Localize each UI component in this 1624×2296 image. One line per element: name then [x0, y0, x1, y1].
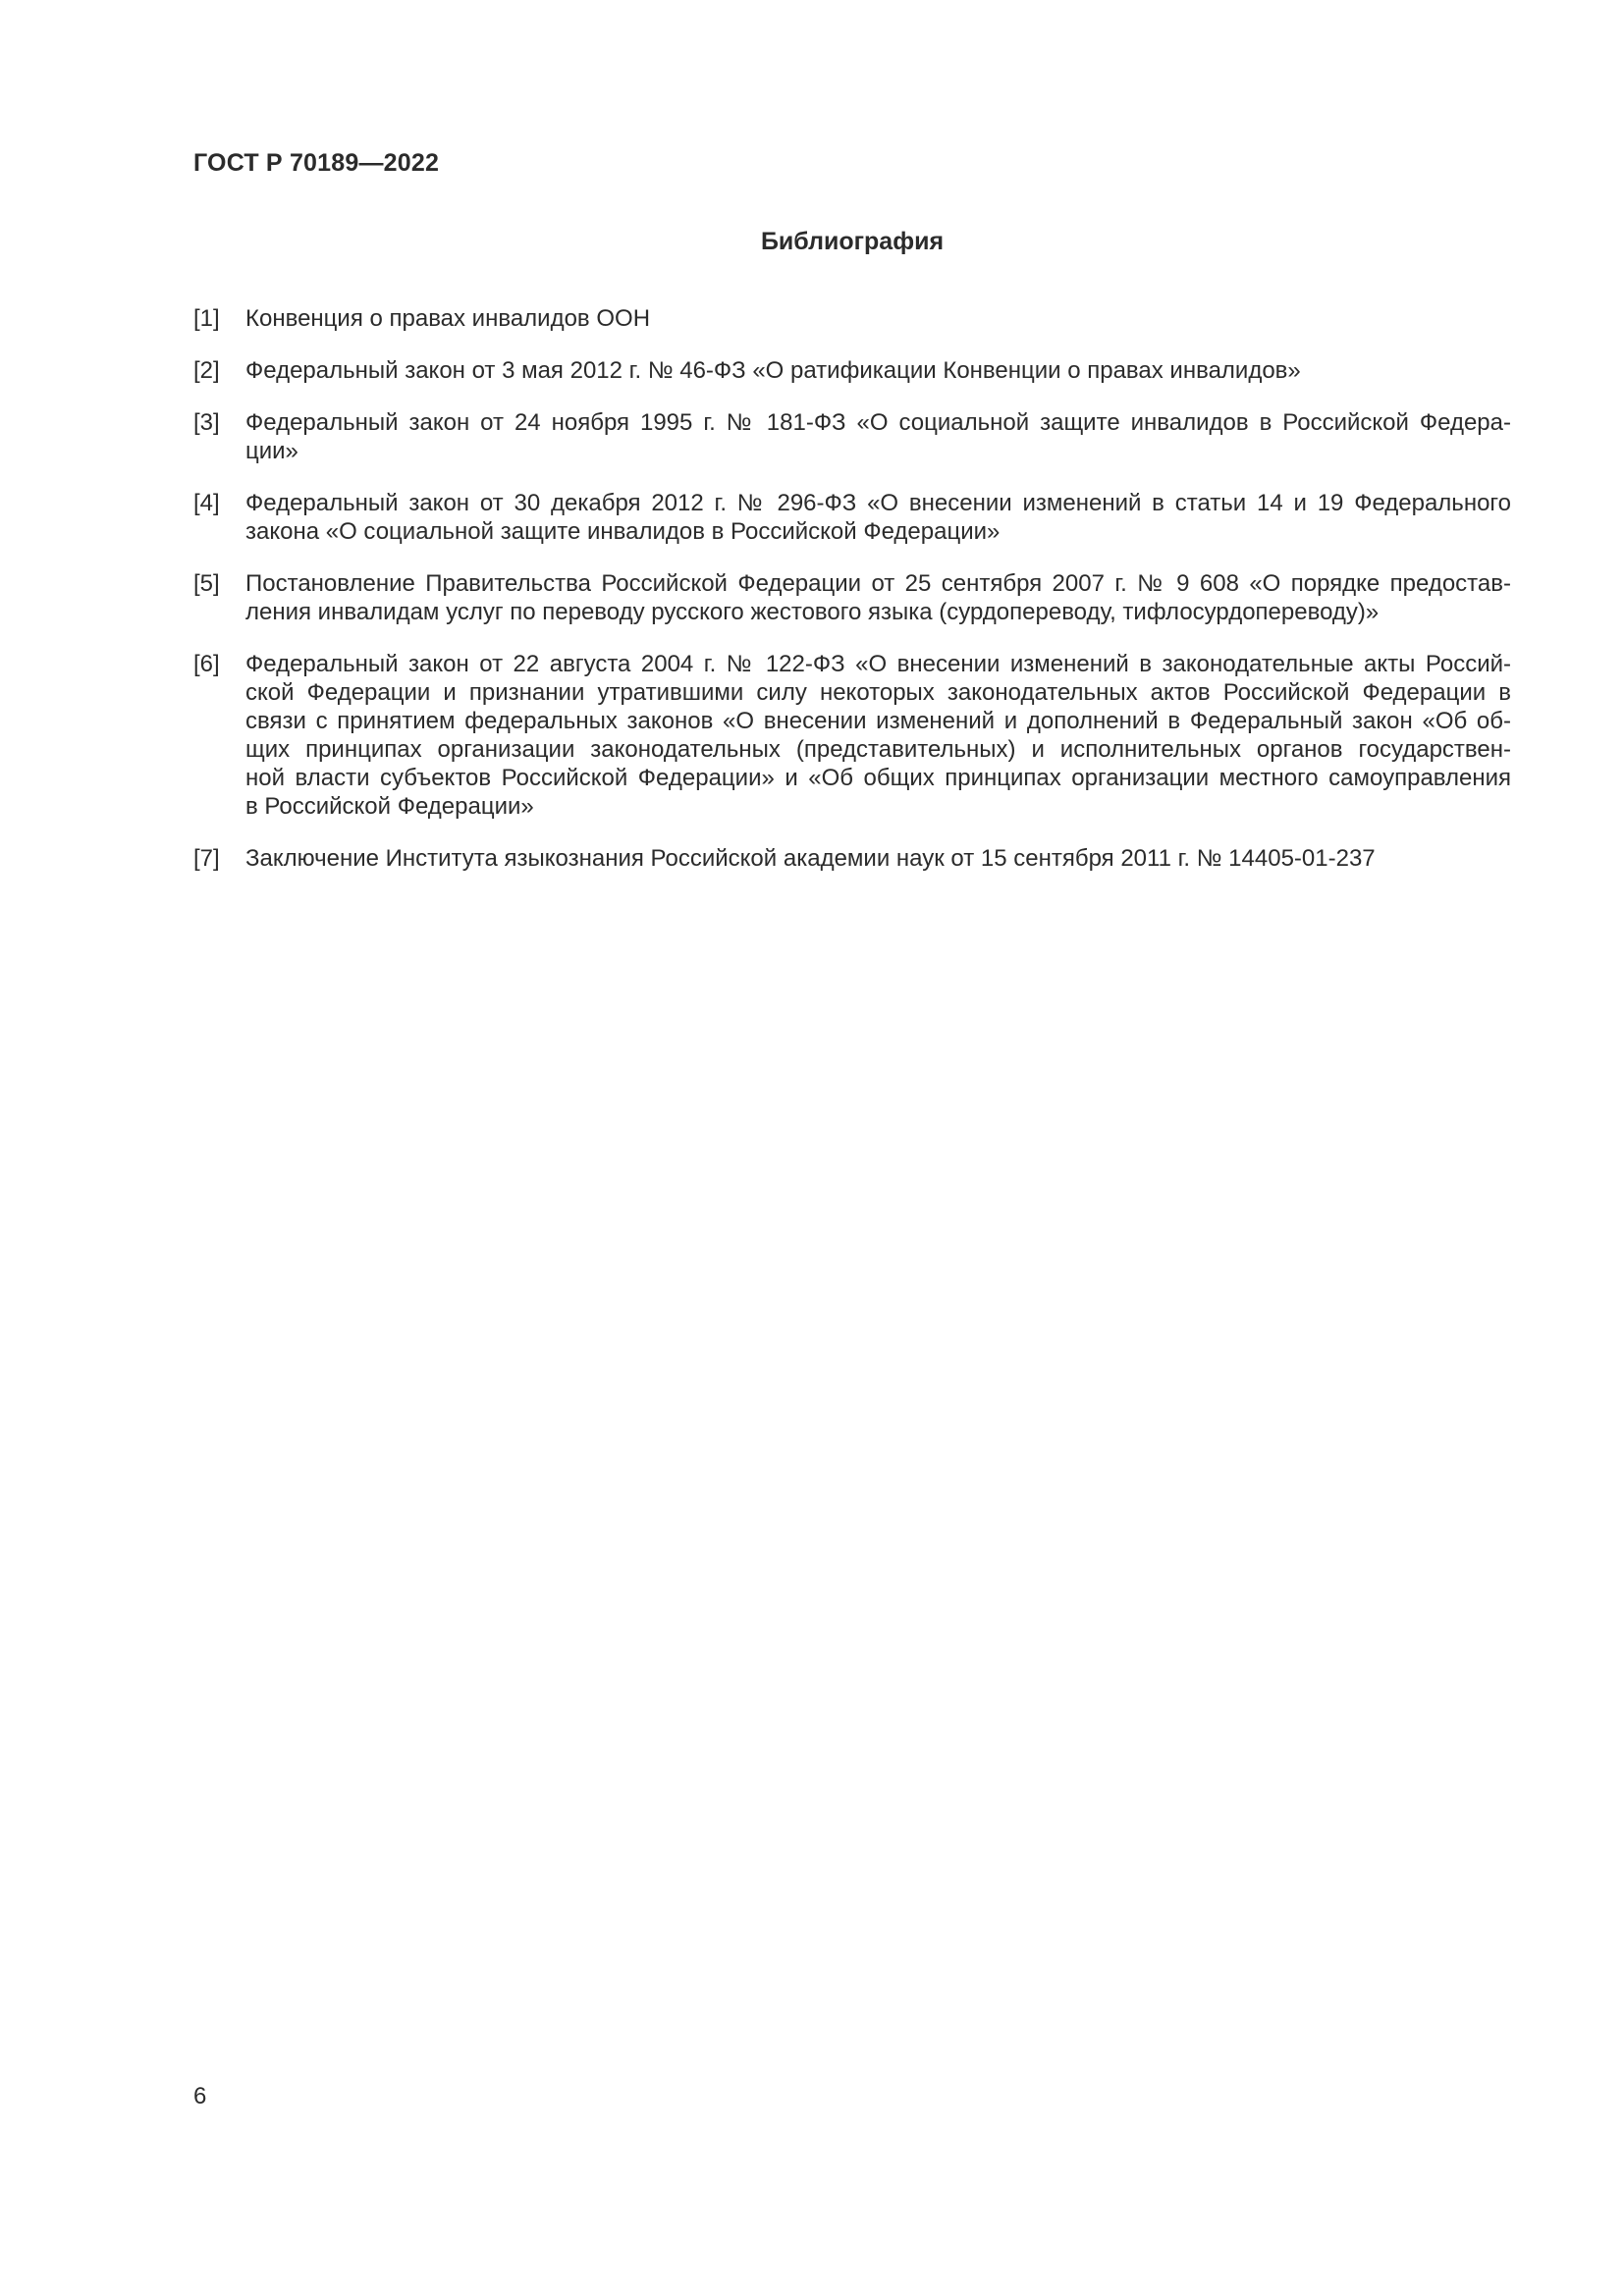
- bibliography-entry-line: Федеральный закон от 22 августа 2004 г. № 122-ФЗ «О внесении изменений в законодательные акты Россий-: [245, 651, 1511, 677]
- bibliography-entry-line: Федеральный закон от 3 мая 2012 г. № 46-ФЗ «О ратификации Конвенции о правах инвалидов»: [245, 357, 1301, 384]
- section-title: Библиография: [760, 228, 945, 255]
- bibliography-entry-line: в Российской Федерации»: [245, 793, 534, 820]
- bibliography-entry-text: [245, 408, 1511, 465]
- bibliography-entry-number: [6]: [193, 651, 220, 677]
- bibliography-entry-text: [245, 650, 1511, 821]
- bibliography-list: [193, 304, 1511, 896]
- bibliography-entry: [193, 650, 1511, 821]
- bibliography-entry: [193, 408, 1511, 465]
- bibliography-entry: [193, 304, 1511, 333]
- bibliography-entry-number: [4]: [193, 490, 220, 516]
- bibliography-entry: [193, 569, 1511, 626]
- bibliography-entry-text: [245, 304, 1511, 333]
- bibliography-entry-line: связи с принятием федеральных законов «О внесении изменений и дополнений в Федеральный закон «Об об-: [245, 708, 1511, 734]
- document-code: ГОСТ Р 70189—2022: [193, 149, 440, 177]
- bibliography-entry-line: Заключение Института языкознания Российской академии наук от 15 сентября 2011 г. № 14405-01-237: [245, 845, 1376, 872]
- bibliography-entry-text: [245, 489, 1511, 546]
- bibliography-entry-line: Федеральный закон от 30 декабря 2012 г. № 296-ФЗ «О внесении изменений в статьи 14 и 19 Федерального: [245, 490, 1511, 516]
- bibliography-entry-number: [3]: [193, 409, 220, 436]
- bibliography-entry: [193, 356, 1511, 385]
- bibliography-entry-line: Федеральный закон от 24 ноября 1995 г. № 181-ФЗ «О социальной защите инвалидов в Российской Федера-: [245, 409, 1511, 436]
- bibliography-entry-line: закона «О социальной защите инвалидов в Российской Федерации»: [245, 518, 1001, 545]
- bibliography-entry-number: [7]: [193, 845, 220, 872]
- bibliography-entry-line: Постановление Правительства Российской Федерации от 25 сентября 2007 г. № 9 608 «О порядке предостав-: [245, 570, 1511, 597]
- bibliography-entry-text: [245, 356, 1511, 385]
- bibliography-entry-line: ской Федерации и признании утратившими силу некоторых законодательных актов Российской Федерации в: [245, 679, 1511, 706]
- bibliography-entry-line: ной власти субъектов Российской Федерации» и «Об общих принципах организации местного самоуправления: [245, 765, 1511, 791]
- bibliography-entry: [193, 489, 1511, 546]
- bibliography-entry-text: [245, 569, 1511, 626]
- bibliography-entry-number: [2]: [193, 357, 220, 384]
- page-number: 6: [193, 2083, 207, 2109]
- bibliography-entry-line: ления инвалидам услуг по переводу русского жестового языка (сурдопереводу, тифлосурдопереводу)»: [245, 599, 1380, 625]
- bibliography-entry-line: ции»: [245, 438, 298, 464]
- bibliography-entry-line: Конвенция о правах инвалидов ООН: [245, 305, 651, 332]
- bibliography-entry: [193, 844, 1511, 873]
- bibliography-entry-text: [245, 844, 1511, 873]
- bibliography-entry-line: щих принципах организации законодательных (представительных) и исполнительных органов государствен-: [245, 736, 1511, 763]
- bibliography-entry-number: [5]: [193, 570, 220, 597]
- bibliography-entry-number: [1]: [193, 305, 220, 332]
